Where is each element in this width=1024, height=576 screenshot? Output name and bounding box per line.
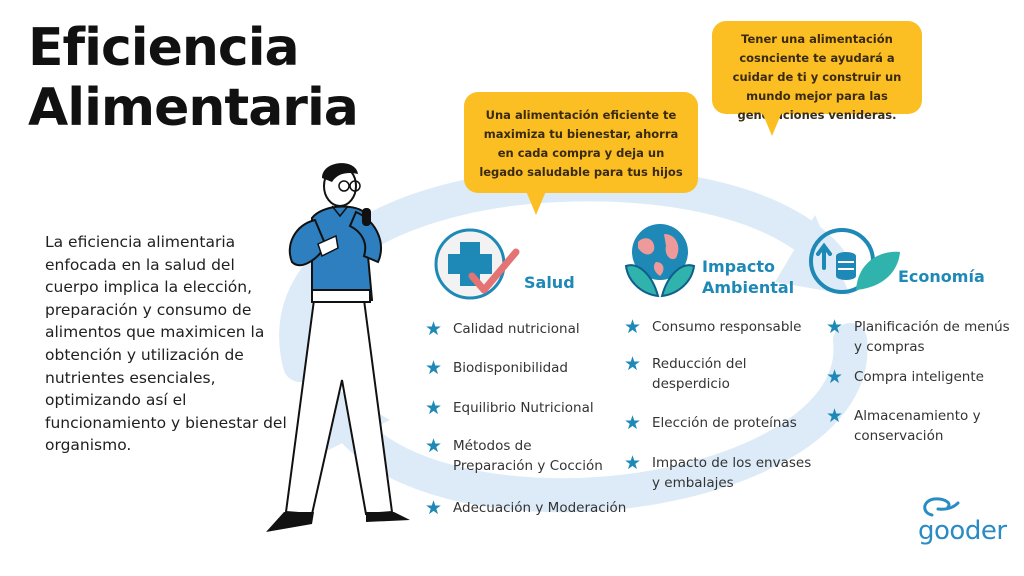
- title-line-1: Eficiencia: [28, 18, 299, 78]
- star-icon: ★: [425, 318, 443, 340]
- category-label-impacto-ambiental: [702, 256, 794, 298]
- star-icon: ★: [826, 316, 844, 338]
- star-icon: ★: [826, 405, 844, 427]
- star-icon: ★: [425, 357, 443, 379]
- title-line-2: Alimentaria: [28, 78, 358, 138]
- category-label-salud: Salud: [524, 273, 575, 292]
- star-icon: ★: [624, 353, 642, 375]
- star-icon: ★: [624, 452, 642, 474]
- star-icon: ★: [425, 497, 443, 519]
- intro-paragraph: La eficiencia alimentaria enfocada en la salud del cuerpo implica la elección, preparación y consumo de alimentos que maximicen la obtención y utilización de nutrientes esenciales, optimizando así el funcionamiento y bienestar del organismo.: [45, 233, 287, 455]
- star-icon: ★: [826, 366, 844, 388]
- speech-bubble-right: Tener una alimentación cosnciente te ayudará a cuidar de ti y construir un mundo mejor para las generaciones venideras.: [712, 21, 922, 114]
- star-icon: ★: [624, 316, 642, 338]
- health-cross-check-icon: [434, 228, 526, 306]
- category-label-economia: Economía: [898, 267, 985, 286]
- star-icon: ★: [624, 412, 642, 434]
- speech-bubble-center: Una alimentación eficiente te maximiza tu bienestar, ahorra en cada compra y deja un legado saludable para tus hijos: [464, 92, 698, 193]
- category-label-line-1: Impacto: [702, 257, 775, 276]
- category-label-line-2: Ambiental: [702, 278, 795, 297]
- earth-leaf-icon: [620, 218, 700, 300]
- star-icon: ★: [425, 435, 443, 457]
- star-icon: ★: [425, 397, 443, 419]
- brand-logo-text: gooder: [918, 516, 1007, 546]
- coins-growth-icon: [806, 226, 902, 296]
